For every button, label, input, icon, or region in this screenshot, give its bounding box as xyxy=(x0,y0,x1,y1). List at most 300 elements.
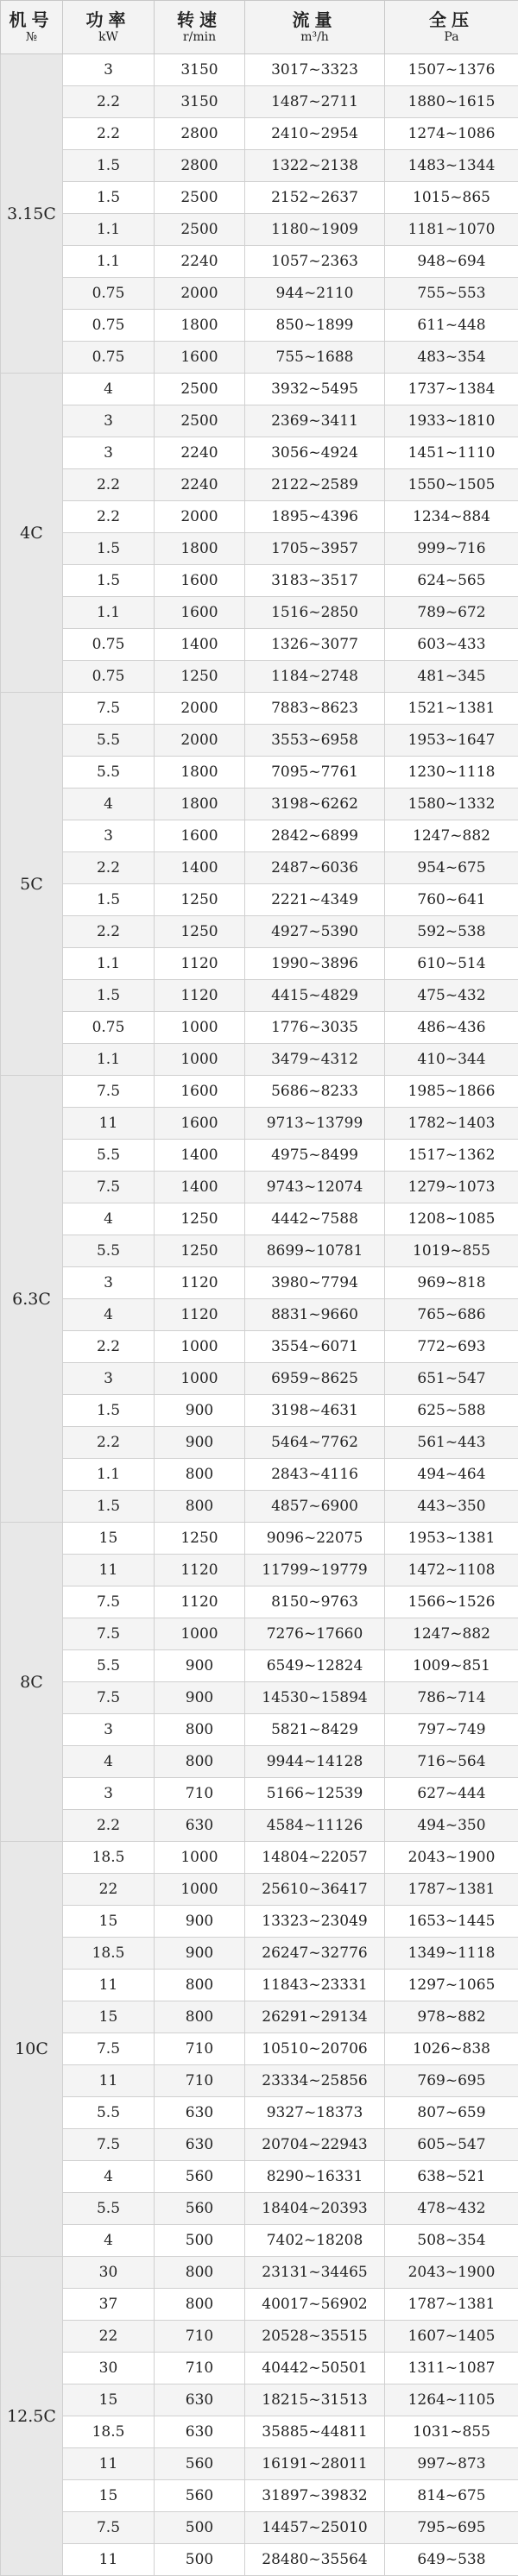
pressure-cell: 410~344 xyxy=(385,1044,518,1076)
power-cell: 11 xyxy=(63,1108,155,1140)
table-row xyxy=(1,1523,518,1555)
pressure-cell: 1297~1065 xyxy=(385,1970,518,2001)
power-cell: 2.2 xyxy=(63,469,155,501)
speed-cell: 560 xyxy=(155,2193,245,2225)
pressure-cell: 627~444 xyxy=(385,1778,518,1810)
pressure-cell: 1247~882 xyxy=(385,820,518,852)
model-cell: 12.5C xyxy=(1,2257,63,2576)
flow-cell: 6549~12824 xyxy=(245,1650,385,1682)
flow-cell: 3554~6071 xyxy=(245,1331,385,1363)
speed-cell: 800 xyxy=(155,1746,245,1778)
table-row xyxy=(1,1874,518,1906)
power-cell: 7.5 xyxy=(63,2033,155,2065)
pressure-cell: 486~436 xyxy=(385,1012,518,1044)
model-cell: 5C xyxy=(1,693,63,1076)
table-row xyxy=(1,1203,518,1235)
power-cell: 5.5 xyxy=(63,2193,155,2225)
header-speed xyxy=(155,1,245,54)
power-cell: 3 xyxy=(63,1714,155,1746)
pressure-cell: 954~675 xyxy=(385,852,518,884)
power-cell: 5.5 xyxy=(63,2097,155,2129)
pressure-cell: 592~538 xyxy=(385,916,518,948)
header-power xyxy=(63,1,155,54)
flow-cell: 35885~44811 xyxy=(245,2416,385,2448)
flow-cell: 2487~6036 xyxy=(245,852,385,884)
pressure-cell: 1517~1362 xyxy=(385,1140,518,1172)
table-row xyxy=(1,565,518,597)
pressure-cell: 494~464 xyxy=(385,1459,518,1491)
table-row xyxy=(1,1331,518,1363)
speed-cell: 1120 xyxy=(155,1555,245,1586)
table-row xyxy=(1,469,518,501)
pressure-cell: 948~694 xyxy=(385,246,518,278)
power-cell: 11 xyxy=(63,2544,155,2576)
table-row xyxy=(1,405,518,437)
power-cell: 5.5 xyxy=(63,725,155,757)
power-cell: 7.5 xyxy=(63,1618,155,1650)
speed-cell: 1120 xyxy=(155,980,245,1012)
speed-cell: 2240 xyxy=(155,469,245,501)
power-cell: 1.1 xyxy=(63,246,155,278)
power-cell: 7.5 xyxy=(63,2512,155,2544)
flow-cell: 3980~7794 xyxy=(245,1267,385,1299)
pressure-cell: 969~818 xyxy=(385,1267,518,1299)
table-row xyxy=(1,150,518,182)
header-pressure-label: 全压 xyxy=(385,10,518,29)
speed-cell: 1250 xyxy=(155,1523,245,1555)
pressure-cell: 1880~1615 xyxy=(385,86,518,118)
flow-cell: 1516~2850 xyxy=(245,597,385,629)
flow-cell: 1057~2363 xyxy=(245,246,385,278)
header-speed-unit: r/min xyxy=(155,31,244,44)
power-cell: 1.1 xyxy=(63,1044,155,1076)
pressure-cell: 1264~1105 xyxy=(385,2384,518,2416)
flow-cell: 20704~22943 xyxy=(245,2129,385,2161)
speed-cell: 1120 xyxy=(155,1586,245,1618)
speed-cell: 2240 xyxy=(155,437,245,469)
speed-cell: 2000 xyxy=(155,278,245,310)
power-cell: 5.5 xyxy=(63,1650,155,1682)
flow-cell: 14804~22057 xyxy=(245,1842,385,1874)
speed-cell: 1600 xyxy=(155,597,245,629)
table-row xyxy=(1,2321,518,2353)
pressure-cell: 1015~865 xyxy=(385,182,518,214)
header-model xyxy=(1,1,63,54)
power-cell: 7.5 xyxy=(63,1172,155,1203)
table-row xyxy=(1,1555,518,1586)
table-row xyxy=(1,1810,518,1842)
pressure-cell: 1009~851 xyxy=(385,1650,518,1682)
speed-cell: 1800 xyxy=(155,310,245,342)
pressure-cell: 1472~1108 xyxy=(385,1555,518,1586)
flow-cell: 5821~8429 xyxy=(245,1714,385,1746)
flow-cell: 14530~15894 xyxy=(245,1682,385,1714)
speed-cell: 1000 xyxy=(155,1331,245,1363)
power-cell: 5.5 xyxy=(63,1235,155,1267)
power-cell: 5.5 xyxy=(63,1140,155,1172)
flow-cell: 9713~13799 xyxy=(245,1108,385,1140)
table-row xyxy=(1,2353,518,2384)
power-cell: 30 xyxy=(63,2257,155,2289)
table-row xyxy=(1,597,518,629)
power-cell: 3 xyxy=(63,1267,155,1299)
header-model-label: 机号 xyxy=(1,10,62,29)
flow-cell: 3479~4312 xyxy=(245,1044,385,1076)
table-row xyxy=(1,1395,518,1427)
power-cell: 0.75 xyxy=(63,1012,155,1044)
power-cell: 2.2 xyxy=(63,86,155,118)
pressure-cell: 1580~1332 xyxy=(385,789,518,820)
flow-cell: 11843~23331 xyxy=(245,1970,385,2001)
table-row xyxy=(1,310,518,342)
pressure-cell: 625~588 xyxy=(385,1395,518,1427)
flow-cell: 2410~2954 xyxy=(245,118,385,150)
power-cell: 22 xyxy=(63,2321,155,2353)
table-row xyxy=(1,214,518,246)
power-cell: 1.5 xyxy=(63,182,155,214)
flow-cell: 5166~12539 xyxy=(245,1778,385,1810)
flow-cell: 1322~2138 xyxy=(245,150,385,182)
speed-cell: 900 xyxy=(155,1906,245,1938)
power-cell: 30 xyxy=(63,2353,155,2384)
flow-cell: 7402~18208 xyxy=(245,2225,385,2257)
speed-cell: 1400 xyxy=(155,1140,245,1172)
pressure-cell: 478~432 xyxy=(385,2193,518,2225)
table-row xyxy=(1,501,518,533)
table-row xyxy=(1,278,518,310)
table-row xyxy=(1,1586,518,1618)
table-row xyxy=(1,2384,518,2416)
speed-cell: 2500 xyxy=(155,182,245,214)
pressure-cell: 1026~838 xyxy=(385,2033,518,2065)
table-row xyxy=(1,1044,518,1076)
model-cell: 8C xyxy=(1,1523,63,1842)
flow-cell: 850~1899 xyxy=(245,310,385,342)
pressure-cell: 610~514 xyxy=(385,948,518,980)
power-cell: 1.5 xyxy=(63,1395,155,1427)
table-row xyxy=(1,1491,518,1523)
speed-cell: 2500 xyxy=(155,374,245,405)
flow-cell: 6959~8625 xyxy=(245,1363,385,1395)
header-row xyxy=(1,1,518,54)
flow-cell: 4975~8499 xyxy=(245,1140,385,1172)
flow-cell: 944~2110 xyxy=(245,278,385,310)
flow-cell: 23131~34465 xyxy=(245,2257,385,2289)
speed-cell: 1800 xyxy=(155,533,245,565)
table-row xyxy=(1,2225,518,2257)
table-row xyxy=(1,182,518,214)
power-cell: 3 xyxy=(63,437,155,469)
speed-cell: 710 xyxy=(155,2033,245,2065)
table-row xyxy=(1,661,518,693)
speed-cell: 3150 xyxy=(155,54,245,86)
flow-cell: 1487~2711 xyxy=(245,86,385,118)
pressure-cell: 1181~1070 xyxy=(385,214,518,246)
pressure-cell: 1031~855 xyxy=(385,2416,518,2448)
pressure-cell: 1985~1866 xyxy=(385,1076,518,1108)
speed-cell: 2000 xyxy=(155,693,245,725)
table-row xyxy=(1,1267,518,1299)
flow-cell: 5464~7762 xyxy=(245,1427,385,1459)
speed-cell: 630 xyxy=(155,2384,245,2416)
power-cell: 1.5 xyxy=(63,150,155,182)
table-row xyxy=(1,2193,518,2225)
header-model-unit: № xyxy=(1,31,62,44)
speed-cell: 710 xyxy=(155,1778,245,1810)
speed-cell: 560 xyxy=(155,2448,245,2480)
table-row xyxy=(1,1746,518,1778)
pressure-cell: 1279~1073 xyxy=(385,1172,518,1203)
pressure-cell: 481~345 xyxy=(385,661,518,693)
table-row xyxy=(1,1906,518,1938)
header-pressure xyxy=(385,1,518,54)
power-cell: 2.2 xyxy=(63,118,155,150)
power-cell: 4 xyxy=(63,1203,155,1235)
power-cell: 4 xyxy=(63,789,155,820)
speed-cell: 1800 xyxy=(155,789,245,820)
power-cell: 4 xyxy=(63,1299,155,1331)
power-cell: 15 xyxy=(63,2001,155,2033)
flow-cell: 1184~2748 xyxy=(245,661,385,693)
speed-cell: 1120 xyxy=(155,1267,245,1299)
flow-cell: 18404~20393 xyxy=(245,2193,385,2225)
table-row xyxy=(1,757,518,789)
flow-cell: 4442~7588 xyxy=(245,1203,385,1235)
power-cell: 1.1 xyxy=(63,1459,155,1491)
power-cell: 4 xyxy=(63,374,155,405)
table-row xyxy=(1,118,518,150)
speed-cell: 2800 xyxy=(155,150,245,182)
pressure-cell: 1019~855 xyxy=(385,1235,518,1267)
power-cell: 4 xyxy=(63,2161,155,2193)
table-row xyxy=(1,1842,518,1874)
pressure-cell: 1782~1403 xyxy=(385,1108,518,1140)
pressure-cell: 2043~1900 xyxy=(385,2257,518,2289)
power-cell: 11 xyxy=(63,2448,155,2480)
model-cell: 3.15C xyxy=(1,54,63,374)
speed-cell: 1400 xyxy=(155,1172,245,1203)
flow-cell: 1326~3077 xyxy=(245,629,385,661)
speed-cell: 2000 xyxy=(155,725,245,757)
speed-cell: 1120 xyxy=(155,1299,245,1331)
flow-cell: 26291~29134 xyxy=(245,2001,385,2033)
speed-cell: 800 xyxy=(155,2001,245,2033)
pressure-cell: 772~693 xyxy=(385,1331,518,1363)
table-row xyxy=(1,693,518,725)
pressure-cell: 1483~1344 xyxy=(385,150,518,182)
table-row xyxy=(1,1970,518,2001)
flow-cell: 1776~3035 xyxy=(245,1012,385,1044)
flow-cell: 8831~9660 xyxy=(245,1299,385,1331)
pressure-cell: 1521~1381 xyxy=(385,693,518,725)
flow-cell: 16191~28011 xyxy=(245,2448,385,2480)
header-pressure-unit: Pa xyxy=(385,31,518,44)
power-cell: 7.5 xyxy=(63,693,155,725)
speed-cell: 560 xyxy=(155,2161,245,2193)
power-cell: 1.5 xyxy=(63,980,155,1012)
speed-cell: 900 xyxy=(155,1395,245,1427)
table-row xyxy=(1,789,518,820)
flow-cell: 9096~22075 xyxy=(245,1523,385,1555)
table-row xyxy=(1,1427,518,1459)
pressure-cell: 789~672 xyxy=(385,597,518,629)
flow-cell: 7883~8623 xyxy=(245,693,385,725)
speed-cell: 1600 xyxy=(155,1108,245,1140)
speed-cell: 710 xyxy=(155,2321,245,2353)
speed-cell: 1000 xyxy=(155,1842,245,1874)
table-row xyxy=(1,437,518,469)
flow-cell: 18215~31513 xyxy=(245,2384,385,2416)
speed-cell: 630 xyxy=(155,2129,245,2161)
power-cell: 1.1 xyxy=(63,948,155,980)
pressure-cell: 978~882 xyxy=(385,2001,518,2033)
table-row xyxy=(1,533,518,565)
flow-cell: 7095~7761 xyxy=(245,757,385,789)
flow-cell: 755~1688 xyxy=(245,342,385,374)
speed-cell: 1250 xyxy=(155,661,245,693)
flow-cell: 4584~11126 xyxy=(245,1810,385,1842)
power-cell: 4 xyxy=(63,1746,155,1778)
power-cell: 2.2 xyxy=(63,916,155,948)
speed-cell: 630 xyxy=(155,1810,245,1842)
speed-cell: 1400 xyxy=(155,629,245,661)
header-flow-label: 流量 xyxy=(245,10,384,29)
power-cell: 0.75 xyxy=(63,629,155,661)
table-row xyxy=(1,1108,518,1140)
speed-cell: 800 xyxy=(155,2257,245,2289)
pressure-cell: 1230~1118 xyxy=(385,757,518,789)
power-cell: 3 xyxy=(63,820,155,852)
power-cell: 15 xyxy=(63,1523,155,1555)
flow-cell: 5686~8233 xyxy=(245,1076,385,1108)
flow-cell: 25610~36417 xyxy=(245,1874,385,1906)
pressure-cell: 786~714 xyxy=(385,1682,518,1714)
power-cell: 2.2 xyxy=(63,501,155,533)
pressure-cell: 807~659 xyxy=(385,2097,518,2129)
table-row xyxy=(1,884,518,916)
power-cell: 2.2 xyxy=(63,1810,155,1842)
flow-cell: 3183~3517 xyxy=(245,565,385,597)
flow-cell: 2152~2637 xyxy=(245,182,385,214)
power-cell: 1.5 xyxy=(63,533,155,565)
flow-cell: 10510~20706 xyxy=(245,2033,385,2065)
power-cell: 1.1 xyxy=(63,597,155,629)
table-row xyxy=(1,2480,518,2512)
speed-cell: 800 xyxy=(155,1491,245,1523)
power-cell: 18.5 xyxy=(63,1938,155,1970)
pressure-cell: 611~448 xyxy=(385,310,518,342)
header-speed-label: 转速 xyxy=(155,10,244,29)
table-header xyxy=(1,1,518,54)
pressure-cell: 1247~882 xyxy=(385,1618,518,1650)
speed-cell: 1250 xyxy=(155,884,245,916)
model-cell: 6.3C xyxy=(1,1076,63,1523)
speed-cell: 560 xyxy=(155,2480,245,2512)
speed-cell: 1600 xyxy=(155,820,245,852)
flow-cell: 28480~35564 xyxy=(245,2544,385,2576)
table-row xyxy=(1,980,518,1012)
power-cell: 5.5 xyxy=(63,757,155,789)
pressure-cell: 1451~1110 xyxy=(385,437,518,469)
speed-cell: 1600 xyxy=(155,1076,245,1108)
power-cell: 0.75 xyxy=(63,661,155,693)
speed-cell: 1000 xyxy=(155,1874,245,1906)
pressure-cell: 1953~1381 xyxy=(385,1523,518,1555)
power-cell: 37 xyxy=(63,2289,155,2321)
header-flow-unit: m³/h xyxy=(245,31,384,44)
pressure-cell: 1787~1381 xyxy=(385,2289,518,2321)
pressure-cell: 624~565 xyxy=(385,565,518,597)
power-cell: 7.5 xyxy=(63,2129,155,2161)
pressure-cell: 483~354 xyxy=(385,342,518,374)
power-cell: 3 xyxy=(63,54,155,86)
speed-cell: 2240 xyxy=(155,246,245,278)
flow-cell: 1990~3896 xyxy=(245,948,385,980)
pressure-cell: 605~547 xyxy=(385,2129,518,2161)
pressure-cell: 1737~1384 xyxy=(385,374,518,405)
pressure-cell: 1933~1810 xyxy=(385,405,518,437)
speed-cell: 1600 xyxy=(155,342,245,374)
speed-cell: 900 xyxy=(155,1938,245,1970)
table-row xyxy=(1,86,518,118)
table-row xyxy=(1,1714,518,1746)
power-cell: 0.75 xyxy=(63,310,155,342)
speed-cell: 710 xyxy=(155,2353,245,2384)
pressure-cell: 1507~1376 xyxy=(385,54,518,86)
pressure-cell: 797~749 xyxy=(385,1714,518,1746)
flow-cell: 40442~50501 xyxy=(245,2353,385,2384)
flow-cell: 2842~6899 xyxy=(245,820,385,852)
power-cell: 7.5 xyxy=(63,1682,155,1714)
table-row xyxy=(1,916,518,948)
power-cell: 4 xyxy=(63,2225,155,2257)
table-row xyxy=(1,2033,518,2065)
table-row xyxy=(1,1076,518,1108)
pressure-cell: 494~350 xyxy=(385,1810,518,1842)
speed-cell: 900 xyxy=(155,1650,245,1682)
flow-cell: 2843~4116 xyxy=(245,1459,385,1491)
pressure-cell: 649~538 xyxy=(385,2544,518,2576)
speed-cell: 1000 xyxy=(155,1363,245,1395)
speed-cell: 500 xyxy=(155,2544,245,2576)
pressure-cell: 997~873 xyxy=(385,2448,518,2480)
power-cell: 18.5 xyxy=(63,1842,155,1874)
speed-cell: 2500 xyxy=(155,214,245,246)
flow-cell: 13323~23049 xyxy=(245,1906,385,1938)
flow-cell: 1705~3957 xyxy=(245,533,385,565)
pressure-cell: 2043~1900 xyxy=(385,1842,518,1874)
flow-cell: 3198~4631 xyxy=(245,1395,385,1427)
table-row xyxy=(1,1682,518,1714)
flow-cell: 3198~6262 xyxy=(245,789,385,820)
table-row xyxy=(1,948,518,980)
speed-cell: 630 xyxy=(155,2416,245,2448)
speed-cell: 2500 xyxy=(155,405,245,437)
table-row xyxy=(1,2097,518,2129)
table-row xyxy=(1,1938,518,1970)
speed-cell: 710 xyxy=(155,2065,245,2097)
pressure-cell: 1208~1085 xyxy=(385,1203,518,1235)
pressure-cell: 651~547 xyxy=(385,1363,518,1395)
flow-cell: 23334~25856 xyxy=(245,2065,385,2097)
speed-cell: 500 xyxy=(155,2225,245,2257)
flow-cell: 8150~9763 xyxy=(245,1586,385,1618)
speed-cell: 500 xyxy=(155,2512,245,2544)
pressure-cell: 999~716 xyxy=(385,533,518,565)
pressure-cell: 603~433 xyxy=(385,629,518,661)
table-row xyxy=(1,2448,518,2480)
speed-cell: 800 xyxy=(155,1970,245,2001)
